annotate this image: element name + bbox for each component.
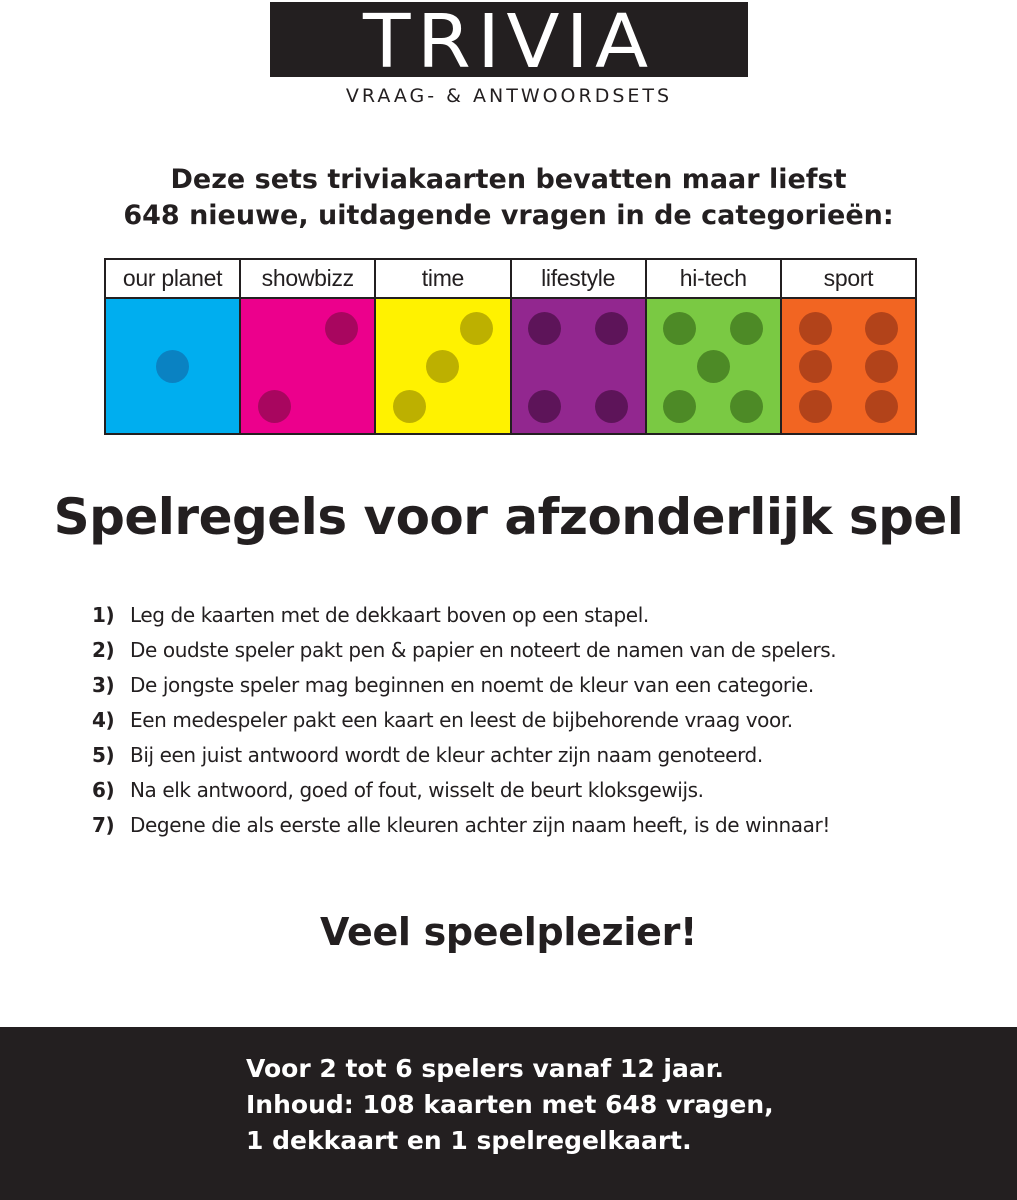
trivia-logo xyxy=(270,0,748,85)
rule-text: Bij een juist antwoord wordt de kleur achter zijn naam genoteerd. xyxy=(130,743,763,767)
die-face-6 xyxy=(782,299,915,433)
die-pip xyxy=(258,390,291,423)
rule-number: 6) xyxy=(92,778,115,802)
rule-item xyxy=(92,703,972,738)
rule-item xyxy=(92,633,972,668)
die-pip xyxy=(528,390,561,423)
category-hi-tech xyxy=(647,260,782,433)
die-pip xyxy=(865,390,898,423)
category-label: showbizz xyxy=(241,260,374,299)
rule-item xyxy=(92,668,972,703)
rule-item xyxy=(92,773,972,808)
footer-line-3: 1 dekkaart en 1 spelregelkaart. xyxy=(246,1126,692,1155)
rule-number: 1) xyxy=(92,603,115,627)
die-pip xyxy=(697,350,730,383)
rule-number: 3) xyxy=(92,673,115,697)
die-pip xyxy=(799,350,832,383)
footer-line-1: Voor 2 tot 6 spelers vanaf 12 jaar. xyxy=(246,1054,724,1083)
die-pip xyxy=(156,350,189,383)
die-pip xyxy=(730,390,763,423)
category-our-planet xyxy=(106,260,241,433)
category-table xyxy=(104,258,917,435)
rule-text: Leg de kaarten met de dekkaart boven op een stapel. xyxy=(130,603,649,627)
die-pip xyxy=(799,390,832,423)
die-pip xyxy=(865,350,898,383)
rule-text: De oudste speler pakt pen & papier en noteert de namen van de spelers. xyxy=(130,638,837,662)
rule-text: De jongste speler mag beginnen en noemt de kleur van een categorie. xyxy=(130,673,814,697)
die-pip xyxy=(426,350,459,383)
die-pip xyxy=(595,390,628,423)
rule-text: Na elk antwoord, goed of fout, wisselt de beurt kloksgewijs. xyxy=(130,778,704,802)
logo-text: TRIVIA xyxy=(363,0,655,85)
category-label: lifestyle xyxy=(512,260,645,299)
intro-text xyxy=(0,162,1017,234)
rule-number: 7) xyxy=(92,813,115,837)
rule-number: 2) xyxy=(92,638,115,662)
die-pip xyxy=(595,312,628,345)
die-face-1 xyxy=(106,299,239,433)
category-label: sport xyxy=(782,260,915,299)
die-pip xyxy=(663,312,696,345)
category-showbizz xyxy=(241,260,376,433)
intro-line-1: Deze sets triviakaarten bevatten maar liefst xyxy=(170,164,847,195)
die-face-2 xyxy=(241,299,374,433)
die-pip xyxy=(865,312,898,345)
footer-lines xyxy=(246,1051,774,1159)
footer-banner xyxy=(0,1027,1017,1200)
rule-text: Degene die als eerste alle kleuren achter zijn naam heeft, is de winnaar! xyxy=(130,813,830,837)
rule-number: 4) xyxy=(92,708,115,732)
rules-title: Spelregels voor afzonderlijk spel xyxy=(53,488,964,546)
die-face-4 xyxy=(512,299,645,433)
rule-number: 5) xyxy=(92,743,115,767)
rules-list xyxy=(92,598,972,843)
footer-line-2: Inhoud: 108 kaarten met 648 vragen, xyxy=(246,1090,774,1119)
rule-item xyxy=(92,808,972,843)
category-label: our planet xyxy=(106,260,239,299)
die-face-5 xyxy=(647,299,780,433)
subtitle: VRAAG- & ANTWOORDSETS xyxy=(345,85,673,107)
die-pip xyxy=(528,312,561,345)
die-pip xyxy=(325,312,358,345)
die-pip xyxy=(460,312,493,345)
die-pip xyxy=(393,390,426,423)
die-pip xyxy=(663,390,696,423)
die-face-3 xyxy=(376,299,509,433)
rule-item xyxy=(92,598,972,633)
rule-text: Een medespeler pakt een kaart en leest de bijbehorende vraag voor. xyxy=(130,708,793,732)
category-time xyxy=(376,260,511,433)
die-pip xyxy=(799,312,832,345)
closing-text: Veel speelplezier! xyxy=(319,910,698,954)
die-pip xyxy=(730,312,763,345)
category-label: time xyxy=(376,260,509,299)
category-lifestyle xyxy=(512,260,647,433)
category-label: hi-tech xyxy=(647,260,780,299)
category-sport xyxy=(782,260,915,433)
rule-item xyxy=(92,738,972,773)
intro-line-2: 648 nieuwe, uitdagende vragen in de categorieën: xyxy=(123,200,894,231)
